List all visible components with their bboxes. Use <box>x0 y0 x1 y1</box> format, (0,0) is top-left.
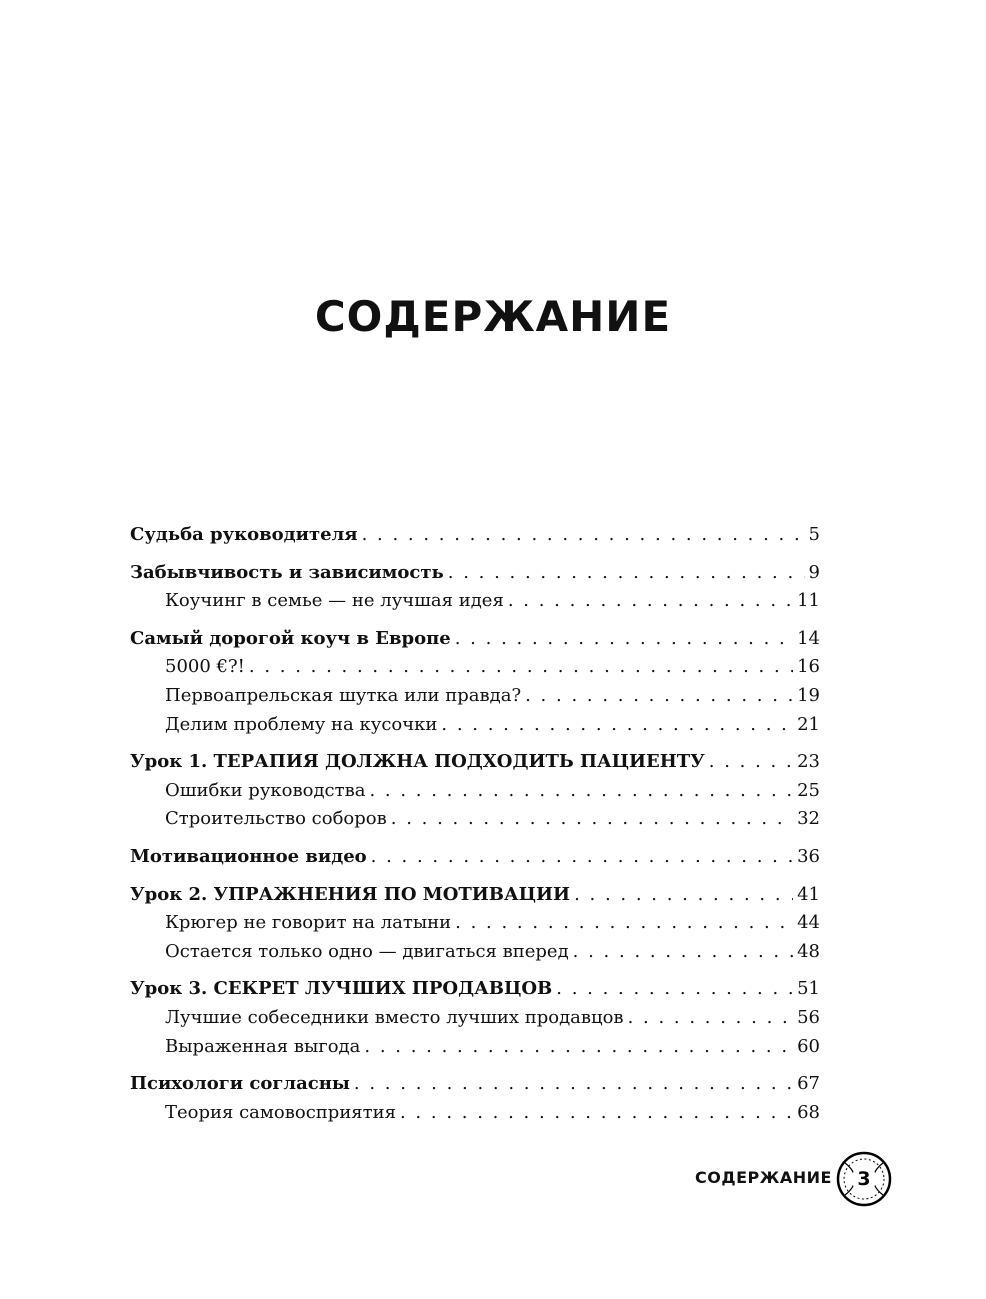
toc-entry-title: Судьба руководителя <box>130 524 358 545</box>
toc-entry-title: Выраженная выгода <box>165 1035 361 1057</box>
dot-leader <box>628 1004 794 1033</box>
toc-entry-title: Делим проблему на кусочки <box>165 713 438 735</box>
toc-entry-page-number: 68 <box>797 1101 820 1123</box>
toc-entry-page-number: 9 <box>808 561 820 583</box>
toc-entry-title: Психологи согласны <box>130 1073 350 1095</box>
toc-subsection-entry <box>130 682 820 711</box>
toc-entry-page-number: 51 <box>797 978 820 1000</box>
toc-entry-title: Первоапрельская шутка или правда? <box>165 684 522 706</box>
toc-subsection-entry <box>130 1099 820 1128</box>
dot-leader <box>448 559 805 588</box>
toc-section-entry <box>130 843 820 872</box>
running-footer-label: СОДЕРЖАНИЕ <box>695 1168 832 1187</box>
toc-subsection-entry <box>130 909 820 938</box>
toc-group <box>130 1070 820 1127</box>
table-of-contents <box>130 521 820 1136</box>
toc-entry-page-number: 56 <box>797 1006 820 1028</box>
toc-entry-page-number: 41 <box>797 883 820 905</box>
toc-entry-title: Остается только одно — двигаться вперед <box>165 940 569 962</box>
toc-entry-title: Урок 3. СЕКРЕТ ЛУЧШИХ ПРОДАВЦОВ <box>130 978 553 1000</box>
dot-leader <box>455 909 793 938</box>
toc-subsection-entry <box>130 711 820 740</box>
toc-entry-title: Строительство соборов <box>165 808 387 830</box>
toc-section-entry <box>130 975 820 1004</box>
toc-entry-page-number: 21 <box>797 713 820 735</box>
dot-leader <box>709 748 793 777</box>
dot-leader <box>573 938 793 967</box>
toc-group <box>130 881 820 967</box>
toc-entry-title: Урок 2. УПРАЖНЕНИЯ ПО МОТИВАЦИИ <box>130 883 571 905</box>
dot-leader <box>508 587 793 616</box>
toc-entry-title: Урок 1. ТЕРАПИЯ ДОЛЖНА ПОДХОДИТЬ ПАЦИЕНТУ <box>130 751 705 773</box>
toc-entry-page-number: 14 <box>797 627 820 649</box>
toc-group <box>130 559 820 616</box>
toc-section-entry <box>130 559 820 588</box>
toc-entry-title: Крюгер не говорит на латыни <box>165 912 452 934</box>
toc-section-entry <box>130 521 820 550</box>
toc-subsection-entry <box>130 938 820 967</box>
toc-subsection-entry <box>130 805 820 834</box>
page-number-badge <box>836 1151 892 1207</box>
dot-leader <box>249 653 793 682</box>
toc-section-entry <box>130 748 820 777</box>
dot-leader <box>354 1070 793 1099</box>
toc-group <box>130 843 820 872</box>
dot-leader <box>525 682 793 711</box>
page-title: СОДЕРЖАНИЕ <box>314 292 672 341</box>
toc-group <box>130 625 820 739</box>
toc-entry-title: Забывчивость и зависимость <box>130 561 444 583</box>
page-number: 3 <box>857 1168 871 1190</box>
toc-subsection-entry <box>130 653 820 682</box>
toc-group <box>130 975 820 1061</box>
dot-leader <box>400 1099 793 1128</box>
toc-entry-page-number: 48 <box>797 940 820 962</box>
toc-entry-title: Самый дорогой коуч в Европе <box>130 627 451 649</box>
toc-entry-page-number: 32 <box>797 808 820 830</box>
toc-section-entry <box>130 625 820 654</box>
toc-entry-title: Лучшие собеседники вместо лучших продавцов <box>165 1006 624 1028</box>
toc-entry-page-number: 5 <box>808 524 820 545</box>
toc-subsection-entry <box>130 1033 820 1062</box>
toc-entry-title: 5000 €?! <box>165 656 245 678</box>
toc-entry-page-number: 19 <box>797 684 820 706</box>
toc-entry-page-number: 16 <box>797 656 820 678</box>
toc-subsection-entry <box>130 1004 820 1033</box>
dot-leader <box>371 843 793 872</box>
toc-group <box>130 521 820 550</box>
dot-leader <box>369 777 793 806</box>
dot-leader <box>455 625 793 654</box>
toc-entry-page-number: 23 <box>797 751 820 773</box>
dot-leader <box>364 1033 793 1062</box>
toc-section-entry <box>130 881 820 910</box>
toc-entry-page-number: 60 <box>797 1035 820 1057</box>
toc-entry-title: Теория самовосприятия <box>165 1101 396 1123</box>
toc-section-entry <box>130 1070 820 1099</box>
toc-entry-page-number: 44 <box>797 912 820 934</box>
toc-entry-title: Мотивационное видео <box>130 845 367 867</box>
toc-entry-page-number: 36 <box>797 845 820 867</box>
toc-entry-title: Коучинг в семье — не лучшая идея <box>165 590 504 612</box>
toc-subsection-entry <box>130 587 820 616</box>
dot-leader <box>391 805 793 834</box>
toc-entry-page-number: 11 <box>797 590 820 612</box>
toc-entry-page-number: 25 <box>797 779 820 801</box>
toc-group <box>130 748 820 834</box>
toc-entry-title: Ошибки руководства <box>165 779 366 801</box>
dot-leader <box>556 975 793 1004</box>
dot-leader <box>574 881 793 910</box>
dot-leader <box>441 711 793 740</box>
toc-subsection-entry <box>130 777 820 806</box>
dot-leader <box>362 521 805 550</box>
toc-entry-page-number: 67 <box>797 1073 820 1095</box>
